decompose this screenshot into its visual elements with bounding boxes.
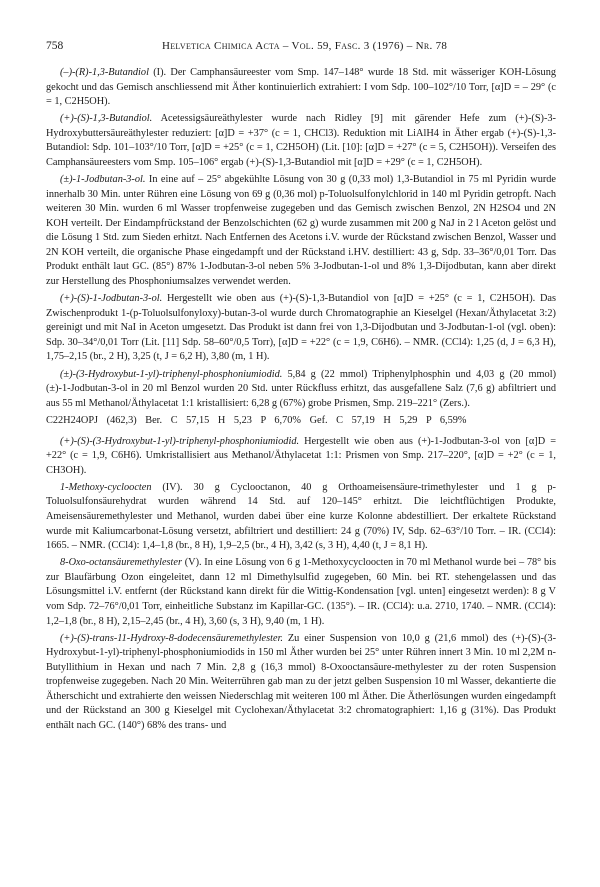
paragraph-text: Hergestellt wie oben aus (+)-1-Jodbutan-3-ol von [α]D = +22° (c = 1,9, C6H6). Umkristallisiert aus Methanol/Äthylacetat 1:1: Prismen von Smp. 217–220°, [α]D = +2° (c = 1, CH3OH). — [46, 435, 556, 476]
paragraph-r-butandiol — [46, 66, 556, 110]
paragraph-racemic-phosphonium — [46, 368, 556, 412]
compound-title: (±)-(3-Hydroxybut-1-yl)-triphenyl-phosphoniumiodid. — [60, 368, 283, 380]
paragraph-s-jodbutanol — [46, 292, 556, 365]
paragraph-oxo-octansaeure — [46, 556, 556, 629]
article-body — [46, 66, 556, 736]
paragraph-text: Hergestellt wie oben aus (+)-(S)-1,3-Butandiol von [α]D = +25° (c = 1, C2H5OH). Das Zwischenprodukt 1-(p-Toluolsulfonyloxy)-butan-3-ol wurde durch Chromatographie an Kieselgel (Hexan/Äthylacetat 3:2) gereinigt und mit NaI in Aceton umgesetzt. Das Produkt ist dann frei von 1,3-Dijodbutan und 3-Jodbutan-1-ol (vgl. oben): Sdp. 30–34°/0,01 Torr (Lit. [11] Sdp. 58–60°/0,5 Torr), [α]D = +22° (c = 1,9, C6H6). – NMR. (CCl4): 1,25 (d, J = 6,3 H), 1,75–2,15 (br., 2 H), 3,25 (t, J = 6,2 H), 3,80 (m, 1 H). — [46, 293, 556, 363]
paragraph-text: 5,84 g (22 mmol) Triphenylphosphin und 4,03 g (20 mmol) (±)-1-Jodbutan-3-ol in 20 ml Benzol wurden 20 Std. unter Rückfluss erhitzt, das ausgefallene Salz (7,6 g) abfiltriert und aus 55 ml Methanol/Äthylacetat 1:1 kristallisiert: 6,28 g (67%) grobe Prismen, Smp. 219–221° (Zers.). — [46, 368, 556, 409]
paragraph-methoxy-cycloocten — [46, 481, 556, 554]
compound-title: 8-Oxo-octansäuremethylester — [60, 557, 182, 569]
paragraph-text: (I). Der Camphansäureester vom Smp. 147–148° wurde 18 Std. mit wässeriger KOH-Lösung gekocht und das Gemisch anschliessend mit Äther kontinuierlich extrahiert: I vom Sdp. 100–102°/10 Torr, [α]D = – 29° (c = 1, C2H5OH). — [46, 67, 556, 108]
compound-title: (+)-(S)-(3-Hydroxybut-1-yl)-triphenyl-phosphoniumiodid. — [60, 435, 300, 447]
compound-title: 1-Methoxy-cycloocten — [60, 481, 152, 493]
compound-title: (+)-(S)-1,3-Butandiol. — [60, 113, 153, 125]
compound-title: (+)-(S)-trans-11-Hydroxy-8-dodecensäuremethylester. — [60, 632, 284, 644]
paragraph-text: Zu einer Suspension von 10,0 g (21,6 mmol) des (+)-(S)-(3-Hydroxybut-1-yl)-triphenyl-phosphoniumiodids in 150 ml Äther wurden bei 25° unter Rühren innert 3 Min. 10 ml 2,2M n-Butyllithium in Hexan und nach 7 Min. 2,8 g (16,3 mmol) 8-Oxooctansäure-methylester zu der roten Suspension tropfenweise zugegeben. Nach 20 Min. Weiterrühren gab man zu der jetzt gelben Suspension 10 ml Wasser, dekantierte die Ätherschicht und extrahierte den weissen Niederschlag mit weiteren 100 ml Äther. Die Ätherlösungen wurden eingedampft und der Rückstand an 300 g Kieselgel mit Cyclohexan/Äthylacetat 3:2 chromatographiert: 1,16 g (31%). Das Produkt enthält nach GC. (140°) 68% des trans- und — [46, 632, 556, 732]
paragraph-text: (IV). 30 g Cyclooctanon, 40 g Orthoameisensäure-trimethylester und 1 g p-Toluolsulfonsäurehydrat wurden während 14 Std. auf 120–145° erhitzt. Die leichtflüchtigen Produkte, Ameisensäuremethylester und Methanol, wurden dabei über eine kurze Kolonne abdestilliert. Der erkaltete Rückstand wurde mit Kaliumcarbonat-Lösung versetzt, abfiltriert und destilliert: 24 g (70%) IV, Sdp. 62–63°/10 Torr. – IR. (CCl4): 1665. – NMR. (CCl4): 1,4–1,8 (br., 8 H), 1,9–2,5 (br., 4 H), 3,42 (s, 3 H), 4,40 (t, J = 8,1 H). — [46, 481, 556, 552]
paragraph-racemic-jodbutanol — [46, 173, 556, 289]
compound-title: (+)-(S)-1-Jodbutan-3-ol. — [60, 293, 163, 305]
paragraph-s-phosphonium — [46, 435, 556, 479]
paragraph-text: Acetessigsäureäthylester wurde nach Ridley [9] mit gärender Hefe zum (+)-(S)-3-Hydroxybuttersäureäthylester reduziert: [α]D = +37° (c = 1, CHCl3). Reduktion mit LiAlH4 in Äther ergab (+)-(S)-1,3-Butandiol: Sdp. 101–103°/10 Torr, [α]D = +25° (c = 1, C2H5OH) (Lit. [10]: [α]D = +27° (c = 5, C2H5OH)). Verseifen des Camphansäureesters vom Smp. 105–106° ergab (+)-(S)-1,3-Butandiol mit [α]D = +29° (c = 1, C2H5OH). — [46, 113, 556, 168]
compound-title: (–)-(R)-1,3-Butandiol — [60, 67, 149, 78]
paragraph-dodecensaeure — [46, 632, 556, 734]
page-number: 758 — [46, 40, 64, 52]
paragraph-text: (V). In eine Lösung von 6 g 1-Methoxycycloocten in 70 ml Methanol wurde bei – 78° bis zur Blaufärbung Ozon eingeleitet, dann 12 ml Dimethylsulfid zugegeben, 60 Min. bei RT. stehengelassen und das Lösungsmittel i.V. entfernt (der Rückstand kann direkt für die Wittig-Kondensation [vgl. unten] eingesetzt werden): 8 g V vom Sdp. 72–76°/0,01 Torr, einheitliche Substanz im Kapillar-GC. (135°). – IR. (CCl4): u.a. 2710, 1740. – NMR. (CCl4): 1,2–1,8 (br., 8 H), 2,15–2,45 (br., 4 H), 3,60 (s, 3 H), 9,40 (m, 1 H). — [46, 557, 556, 627]
page-header — [46, 40, 556, 52]
paragraph-s-butandiol — [46, 112, 556, 170]
running-title: Helvetica Chimica Acta – Vol. 59, Fasc. 3 (1976) – Nr. 78 — [162, 40, 448, 52]
elemental-analysis: C22H24OPJ (462,3) Ber. C 57,15 H 5,23 P 6,70% Gef. C 57,19 H 5,29 P 6,59% — [46, 415, 467, 427]
compound-title: (±)-1-Jodbutan-3-ol. — [60, 174, 146, 186]
paragraph-text: In eine auf – 25° abgekühlte Lösung von 30 g (0,33 mol) 1,3-Butandiol in 75 ml Pyridin wurde innerhalb 30 Min. unter Rühren eine Lösung von 69 g (0,36 mol) p-Toluolsulfonylchlorid in 140 ml Pyridin getropft. Nach weiteren 30 Min. wurden 6 ml Wasser tropfenweise zugegeben und das Gemisch zwischen Benzol, 2N H2SO4 und 2N KOH verteilt. Der Eindampfrückstand der Benzolschichten (62 g) wurde zusammen mit 200 g NaJ in 2 l Aceton gelöst und die Lösung 1 Std. zum Sieden erhitzt. Nach Entfernen des Acetons i.V. wurde der Rückstand zwischen Benzol, Wasser und 2N KOH verteilt, die organische Phase eingedampft und der Rückstand i.HV. destilliert: 43 g, Sdp. 33–36°/0,01 Torr. Das Produkt enthält laut GC. (85°) 87% 1-Jodbutan-3-ol neben 5% 3-Jodbutan-1-ol und 8% 1,3-Dijodbutan, kann aber direkt zur Herstellung des Phosphoniumsalzes verwendet werden. — [46, 174, 556, 288]
